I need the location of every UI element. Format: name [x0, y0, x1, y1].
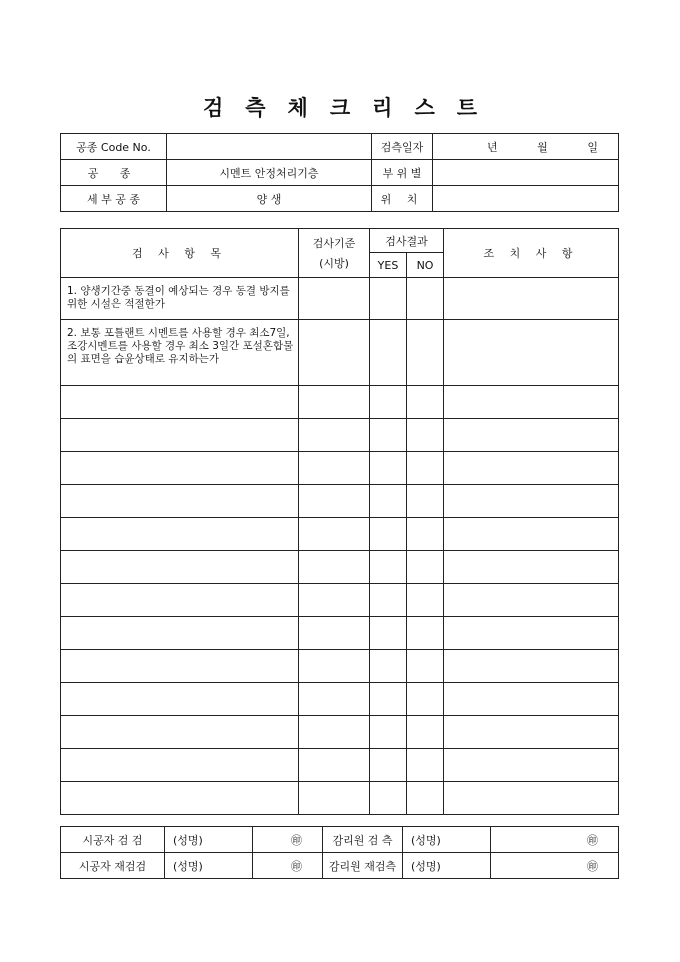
supervisor-name-2[interactable]: (성명)	[403, 853, 491, 879]
item-cell[interactable]	[61, 452, 299, 485]
action-cell[interactable]	[444, 518, 619, 551]
yes-cell[interactable]	[370, 452, 407, 485]
yes-cell[interactable]	[370, 650, 407, 683]
no-cell[interactable]	[407, 749, 444, 782]
action-cell[interactable]	[444, 386, 619, 419]
work-type-label: 공 종	[61, 160, 167, 186]
yes-cell[interactable]	[370, 386, 407, 419]
standard-cell[interactable]	[299, 584, 370, 617]
yes-cell[interactable]	[370, 278, 407, 320]
yes-cell[interactable]	[370, 485, 407, 518]
title-char: 크	[329, 95, 351, 120]
yes-cell[interactable]	[370, 782, 407, 815]
action-cell[interactable]	[444, 584, 619, 617]
standard-cell[interactable]	[299, 782, 370, 815]
no-cell[interactable]	[407, 485, 444, 518]
no-cell[interactable]	[407, 518, 444, 551]
item-cell[interactable]	[61, 518, 299, 551]
no-cell[interactable]	[407, 278, 444, 320]
location-label: 위 치	[372, 186, 433, 212]
item-cell[interactable]	[61, 650, 299, 683]
standard-cell[interactable]	[299, 485, 370, 518]
seal-icon: ㊞	[291, 859, 302, 873]
contractor-seal-2	[253, 853, 323, 879]
table-row	[61, 716, 619, 749]
no-cell[interactable]	[407, 452, 444, 485]
supervisor-check-label: 감리원 검 측	[323, 827, 403, 853]
yes-cell[interactable]	[370, 683, 407, 716]
title-char: 스	[414, 95, 435, 120]
date-day: 일	[587, 140, 598, 154]
table-row	[61, 485, 619, 518]
yes-cell[interactable]	[370, 749, 407, 782]
no-cell[interactable]	[407, 584, 444, 617]
work-code-value[interactable]	[167, 134, 372, 160]
item-cell[interactable]	[61, 683, 299, 716]
col-standard-sub: (시방)	[319, 257, 349, 270]
page-title	[0, 92, 680, 122]
seal-icon: ㊞	[587, 859, 598, 873]
yes-cell[interactable]	[370, 419, 407, 452]
inspection-date-label: 검측일자	[372, 134, 433, 160]
no-cell[interactable]	[407, 386, 444, 419]
table-row	[61, 386, 619, 419]
table-row	[61, 278, 619, 320]
table-row	[61, 518, 619, 551]
action-cell[interactable]	[444, 716, 619, 749]
seal-icon: ㊞	[291, 833, 302, 847]
col-standard-header	[299, 229, 370, 278]
standard-cell[interactable]	[299, 650, 370, 683]
contractor-name-2[interactable]: (성명)	[165, 853, 253, 879]
no-cell[interactable]	[407, 551, 444, 584]
action-cell[interactable]	[444, 419, 619, 452]
table-row	[61, 749, 619, 782]
table-row	[61, 683, 619, 716]
check-item: 1. 양생기간중 동결이 예상되는 경우 동결 방지를 위한 시설은 적절한가	[61, 278, 299, 320]
table-row	[61, 584, 619, 617]
location-value[interactable]	[433, 186, 619, 212]
action-cell[interactable]	[444, 617, 619, 650]
part-label: 부 위 별	[372, 160, 433, 186]
seal-icon: ㊞	[587, 833, 598, 847]
date-month: 월	[537, 140, 548, 154]
check-item: 2. 보통 포틀랜트 시멘트를 사용할 경우 최소7일, 조강시멘트를 사용할 경우 최소 3일간 포설혼합물의 표면을 습윤상태로 유지하는가	[61, 320, 299, 386]
item-cell[interactable]	[61, 386, 299, 419]
action-cell[interactable]	[444, 782, 619, 815]
item-cell[interactable]	[61, 584, 299, 617]
yes-cell[interactable]	[370, 584, 407, 617]
work-type-value[interactable]: 시멘트 안정처리기층	[167, 160, 372, 186]
contractor-name[interactable]: (성명)	[165, 827, 253, 853]
detail-work-label: 세 부 공 종	[61, 186, 167, 212]
item-cell[interactable]	[61, 749, 299, 782]
col-result-header: 검사결과	[370, 229, 444, 253]
action-cell[interactable]	[444, 749, 619, 782]
contractor-seal	[253, 827, 323, 853]
action-cell[interactable]	[444, 452, 619, 485]
title-char: 리	[372, 95, 393, 120]
no-cell[interactable]	[407, 650, 444, 683]
standard-cell[interactable]	[299, 278, 370, 320]
col-action-header: 조 치 사 항	[444, 229, 619, 278]
table-row	[61, 551, 619, 584]
title-char: 검	[202, 95, 224, 120]
date-year: 년	[487, 140, 498, 154]
yes-cell[interactable]	[370, 716, 407, 749]
yes-cell[interactable]	[370, 617, 407, 650]
supervisor-seal	[491, 827, 619, 853]
action-cell[interactable]	[444, 551, 619, 584]
item-cell[interactable]	[61, 551, 299, 584]
col-no-header: NO	[407, 253, 444, 278]
yes-cell[interactable]	[370, 518, 407, 551]
work-code-label: 공종 Code No.	[61, 134, 167, 160]
col-standard-label: 검사기준	[312, 237, 356, 250]
standard-cell[interactable]	[299, 386, 370, 419]
table-row	[61, 320, 619, 386]
no-cell[interactable]	[407, 617, 444, 650]
item-cell[interactable]	[61, 782, 299, 815]
action-cell[interactable]	[444, 650, 619, 683]
part-value[interactable]	[433, 160, 619, 186]
detail-work-value[interactable]: 양 생	[167, 186, 372, 212]
standard-cell[interactable]	[299, 419, 370, 452]
title-char: 체	[287, 95, 308, 120]
checklist-table	[60, 228, 619, 815]
no-cell[interactable]	[407, 320, 444, 386]
table-row	[61, 419, 619, 452]
standard-cell[interactable]	[299, 320, 370, 386]
no-cell[interactable]	[407, 419, 444, 452]
standard-cell[interactable]	[299, 716, 370, 749]
standard-cell[interactable]	[299, 551, 370, 584]
no-cell[interactable]	[407, 683, 444, 716]
item-cell[interactable]	[61, 419, 299, 452]
standard-cell[interactable]	[299, 617, 370, 650]
yes-cell[interactable]	[370, 551, 407, 584]
supervisor-recheck-label: 감리원 재검측	[323, 853, 403, 879]
item-cell[interactable]	[61, 716, 299, 749]
standard-cell[interactable]	[299, 452, 370, 485]
action-cell[interactable]	[444, 683, 619, 716]
standard-cell[interactable]	[299, 518, 370, 551]
no-cell[interactable]	[407, 782, 444, 815]
item-cell[interactable]	[61, 485, 299, 518]
table-row	[61, 617, 619, 650]
contractor-recheck-label: 시공자 재검검	[61, 853, 165, 879]
supervisor-name[interactable]: (성명)	[403, 827, 491, 853]
title-char: 측	[245, 95, 266, 120]
standard-cell[interactable]	[299, 683, 370, 716]
no-cell[interactable]	[407, 716, 444, 749]
contractor-check-label: 시공자 검 검	[61, 827, 165, 853]
title-char: 트	[456, 95, 478, 120]
action-cell[interactable]	[444, 278, 619, 320]
yes-cell[interactable]	[370, 320, 407, 386]
action-cell[interactable]	[444, 320, 619, 386]
table-row	[61, 452, 619, 485]
col-yes-header: YES	[370, 253, 407, 278]
signature-table	[60, 826, 619, 879]
table-row	[61, 650, 619, 683]
inspection-date-value[interactable]	[433, 134, 619, 160]
item-cell[interactable]	[61, 617, 299, 650]
standard-cell[interactable]	[299, 749, 370, 782]
supervisor-seal-2	[491, 853, 619, 879]
header-table	[60, 133, 619, 212]
table-row	[61, 782, 619, 815]
action-cell[interactable]	[444, 485, 619, 518]
col-item-header: 검 사 항 목	[61, 229, 299, 278]
